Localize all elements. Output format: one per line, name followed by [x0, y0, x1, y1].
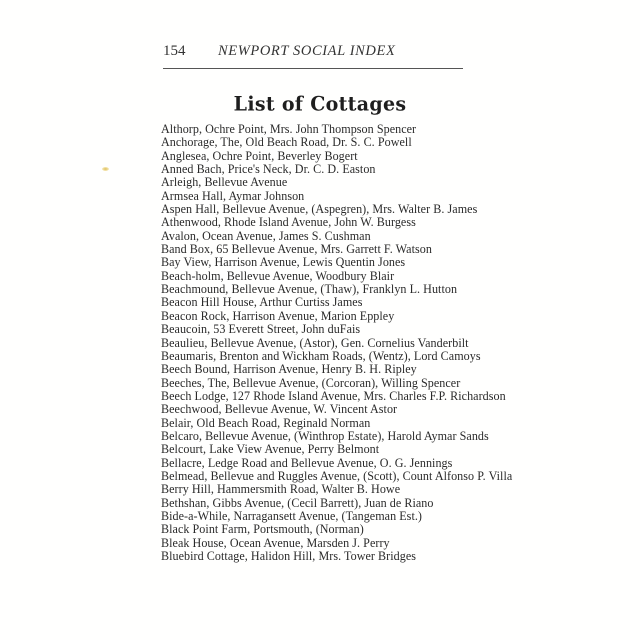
- list-item: Beeches, The, Bellevue Avenue, (Corcoran), Willing Spencer: [161, 375, 461, 390]
- list-item: Beechwood, Bellevue Avenue, W. Vincent Astor: [161, 402, 398, 417]
- list-item: Bluebird Cottage, Halidon Hill, Mrs. Tower Bridges: [161, 549, 417, 563]
- list-item: Beacon Hill House, Arthur Curtiss James: [161, 295, 363, 310]
- list-item: Beech Bound, Harrison Avenue, Henry B. H. Ripley: [161, 362, 417, 377]
- running-head: [163, 43, 463, 63]
- list-item: Athenwood, Rhode Island Avenue, John W. Burgess: [161, 215, 416, 230]
- list-item: Black Point Farm, Portsmouth, (Norman): [161, 522, 364, 537]
- section-title: List of Cottages: [233, 92, 407, 116]
- list-item: Bethshan, Gibbs Avenue, (Cecil Barrett), Juan de Riano: [161, 495, 434, 510]
- list-item: Belair, Old Beach Road, Reginald Norman: [161, 415, 371, 430]
- header-rule-divider: [163, 68, 463, 69]
- list-item: Beaucoin, 53 Everett Street, John duFais: [161, 322, 361, 337]
- list-item: Bay View, Harrison Avenue, Lewis Quentin Jones: [161, 255, 406, 270]
- list-item: Belmead, Bellevue and Ruggles Avenue, (Scott), Count Alfonso P. Villa: [161, 468, 513, 483]
- list-item: Beaulieu, Bellevue Avenue, (Astor), Gen. Cornelius Vanderbilt: [161, 335, 469, 350]
- list-item: Belcourt, Lake View Avenue, Perry Belmont: [161, 442, 380, 457]
- list-item: Beach-holm, Bellevue Avenue, Woodbury Blair: [161, 268, 395, 283]
- list-item: Band Box, 65 Bellevue Avenue, Mrs. Garrett F. Watson: [161, 242, 432, 257]
- list-item: Beachmound, Bellevue Avenue, (Thaw), Franklyn L. Hutton: [161, 282, 458, 297]
- list-item: Berry Hill, Hammersmith Road, Walter B. Howe: [161, 482, 401, 497]
- page-number: 154: [163, 43, 186, 59]
- list-item: Belcaro, Bellevue Avenue, (Winthrop Estate), Harold Aymar Sands: [161, 428, 489, 443]
- list-item: Aspen Hall, Bellevue Avenue, (Aspegren), Mrs. Walter B. James: [161, 202, 478, 217]
- running-title: NEWPORT SOCIAL INDEX: [218, 43, 396, 59]
- list-item: Anchorage, The, Old Beach Road, Dr. S. C. Powell: [161, 135, 412, 150]
- list-item: Anned Bach, Price's Neck, Dr. C. D. Easton: [161, 162, 376, 177]
- list-item: Arleigh, Bellevue Avenue: [161, 175, 288, 190]
- list-item: Beaumaris, Brenton and Wickham Roads, (Wentz), Lord Camoys: [161, 348, 481, 363]
- list-item: Avalon, Ocean Avenue, James S. Cushman: [161, 228, 371, 243]
- list-item: Beech Lodge, 127 Rhode Island Avenue, Mrs. Charles F.P. Richardson: [161, 388, 506, 403]
- cottage-list: [161, 122, 513, 563]
- paper-smudge-mark: [102, 167, 109, 171]
- list-item: Beacon Rock, Harrison Avenue, Marion Eppley: [161, 308, 395, 323]
- list-item: Bide-a-While, Narragansett Avenue, (Tangeman Est.): [161, 508, 423, 523]
- list-item: Althorp, Ochre Point, Mrs. John Thompson Spencer: [161, 122, 417, 136]
- list-item: Armsea Hall, Aymar Johnson: [161, 188, 305, 203]
- list-item: Anglesea, Ochre Point, Beverley Bogert: [161, 148, 358, 163]
- list-item: Bleak House, Ocean Avenue, Marsden J. Perry: [161, 535, 390, 550]
- list-item: Bellacre, Ledge Road and Bellevue Avenue, O. G. Jennings: [161, 455, 453, 470]
